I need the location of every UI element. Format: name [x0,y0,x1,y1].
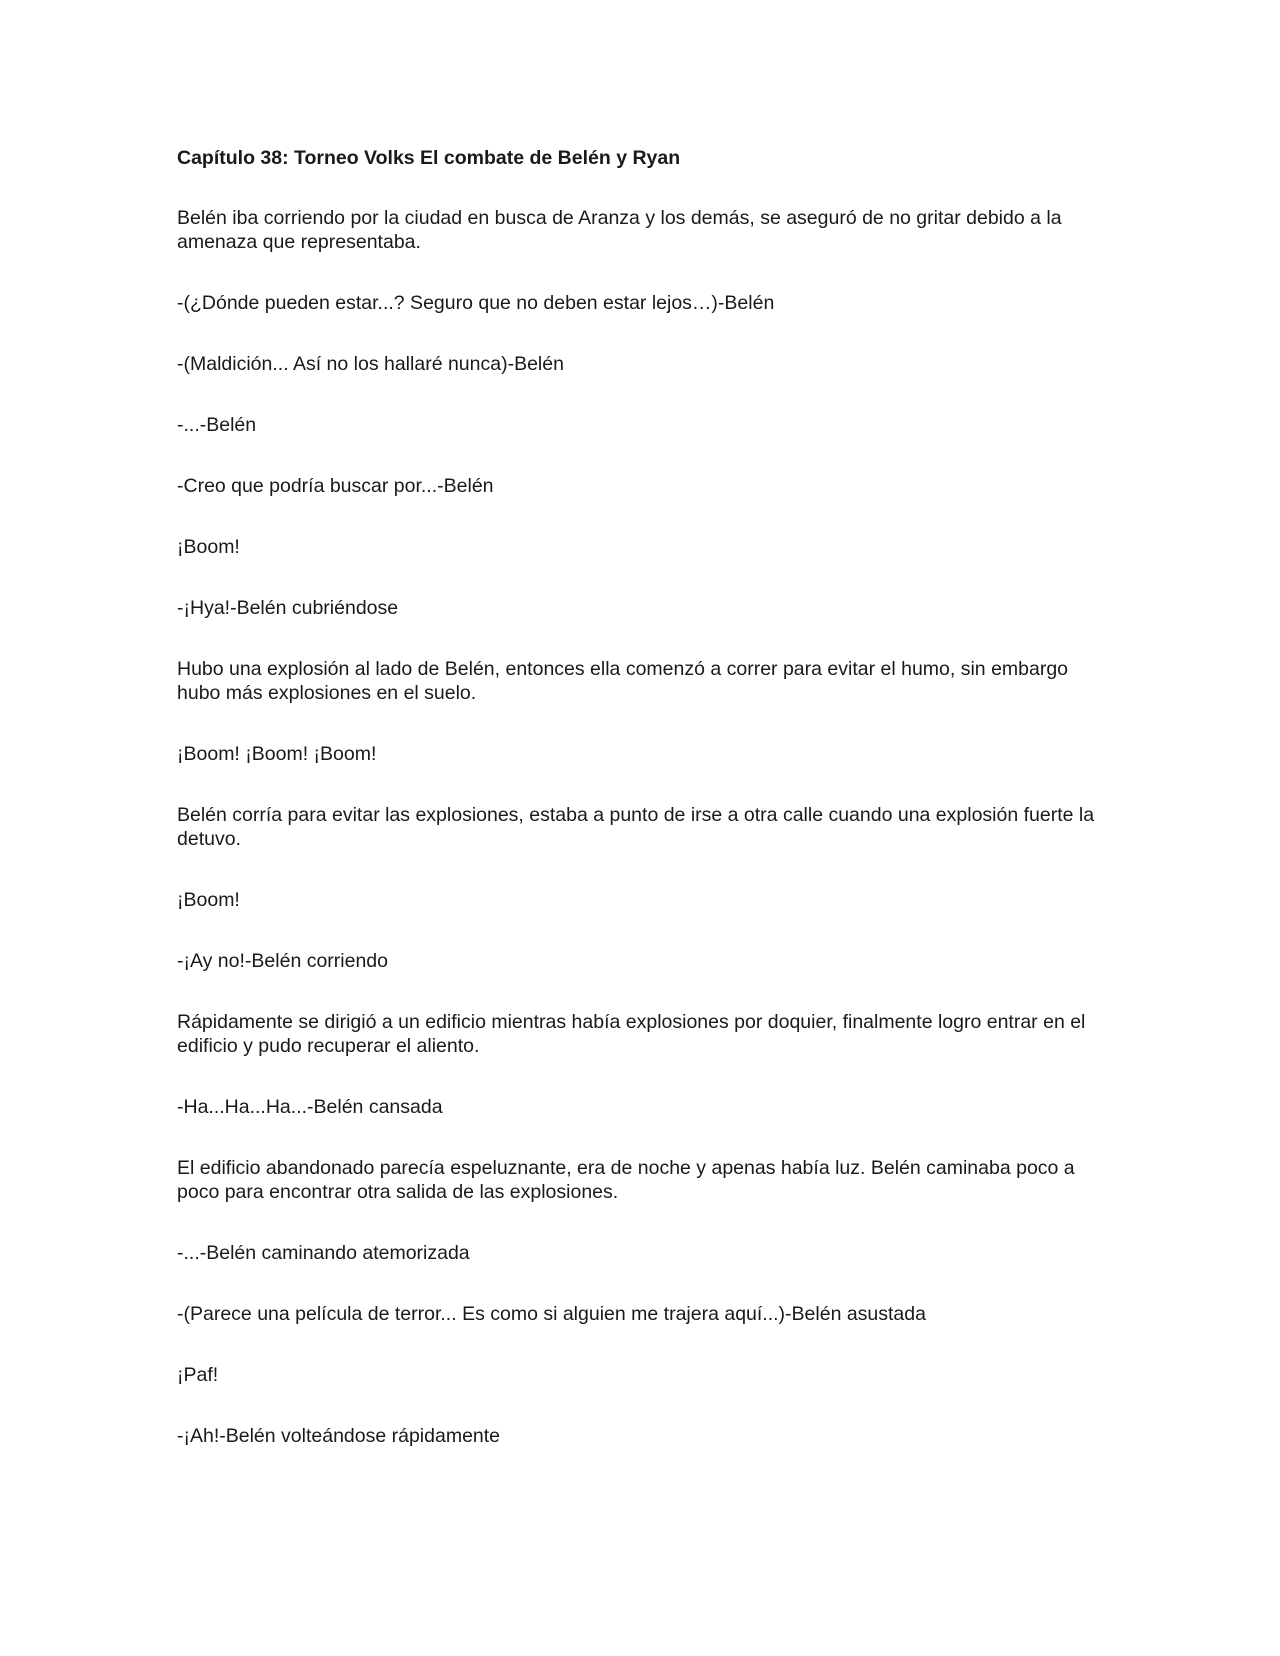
paragraph: ¡Paf! [177,1364,219,1386]
paragraph: -¡Ah!-Belén volteándose rápidamente [177,1425,501,1447]
paragraph: Belén iba corriendo por la ciudad en busca de Aranza y los demás, se aseguró de no gritar debido a la amenaza que representaba. [177,207,1062,253]
paragraph: Belén corría para evitar las explosiones, estaba a punto de irse a otra calle cuando una explosión fuerte la detuvo. [177,804,1095,850]
paragraph: -(¿Dónde pueden estar...? Seguro que no deben estar lejos…)-Belén [177,292,775,314]
paragraph: -¡Ay no!-Belén corriendo [177,950,388,972]
paragraph: -...-Belén [177,414,257,436]
paragraph: -(Maldición... Así no los hallaré nunca)-Belén [177,353,564,375]
paragraph: El edificio abandonado parecía espeluznante, era de noche y apenas había luz. Belén caminaba poco a poco para encontrar otra salida de las explosiones. [177,1157,1075,1203]
document-body [177,146,1097,1485]
paragraph: ¡Boom! ¡Boom! ¡Boom! [177,743,377,765]
paragraph: ¡Boom! [177,889,240,911]
paragraph: ¡Boom! [177,536,240,558]
paragraph: Rápidamente se dirigió a un edificio mientras había explosiones por doquier, finalmente logro entrar en el edificio y pudo recuperar el aliento. [177,1011,1086,1057]
paragraph: -(Parece una película de terror... Es como si alguien me trajera aquí...)-Belén asustada [177,1303,926,1325]
paragraph: Hubo una explosión al lado de Belén, entonces ella comenzó a correr para evitar el humo, sin embargo hubo más explosiones en el suelo. [177,658,1069,704]
chapter-title: Capítulo 38: Torneo Volks El combate de Belén y Ryan [177,147,681,169]
paragraph: -Creo que podría buscar por...-Belén [177,475,494,497]
paragraph: -¡Hya!-Belén cubriéndose [177,597,399,619]
paragraph: -...-Belén caminando atemorizada [177,1242,470,1264]
paragraph: -Ha...Ha...Ha...-Belén cansada [177,1096,443,1118]
